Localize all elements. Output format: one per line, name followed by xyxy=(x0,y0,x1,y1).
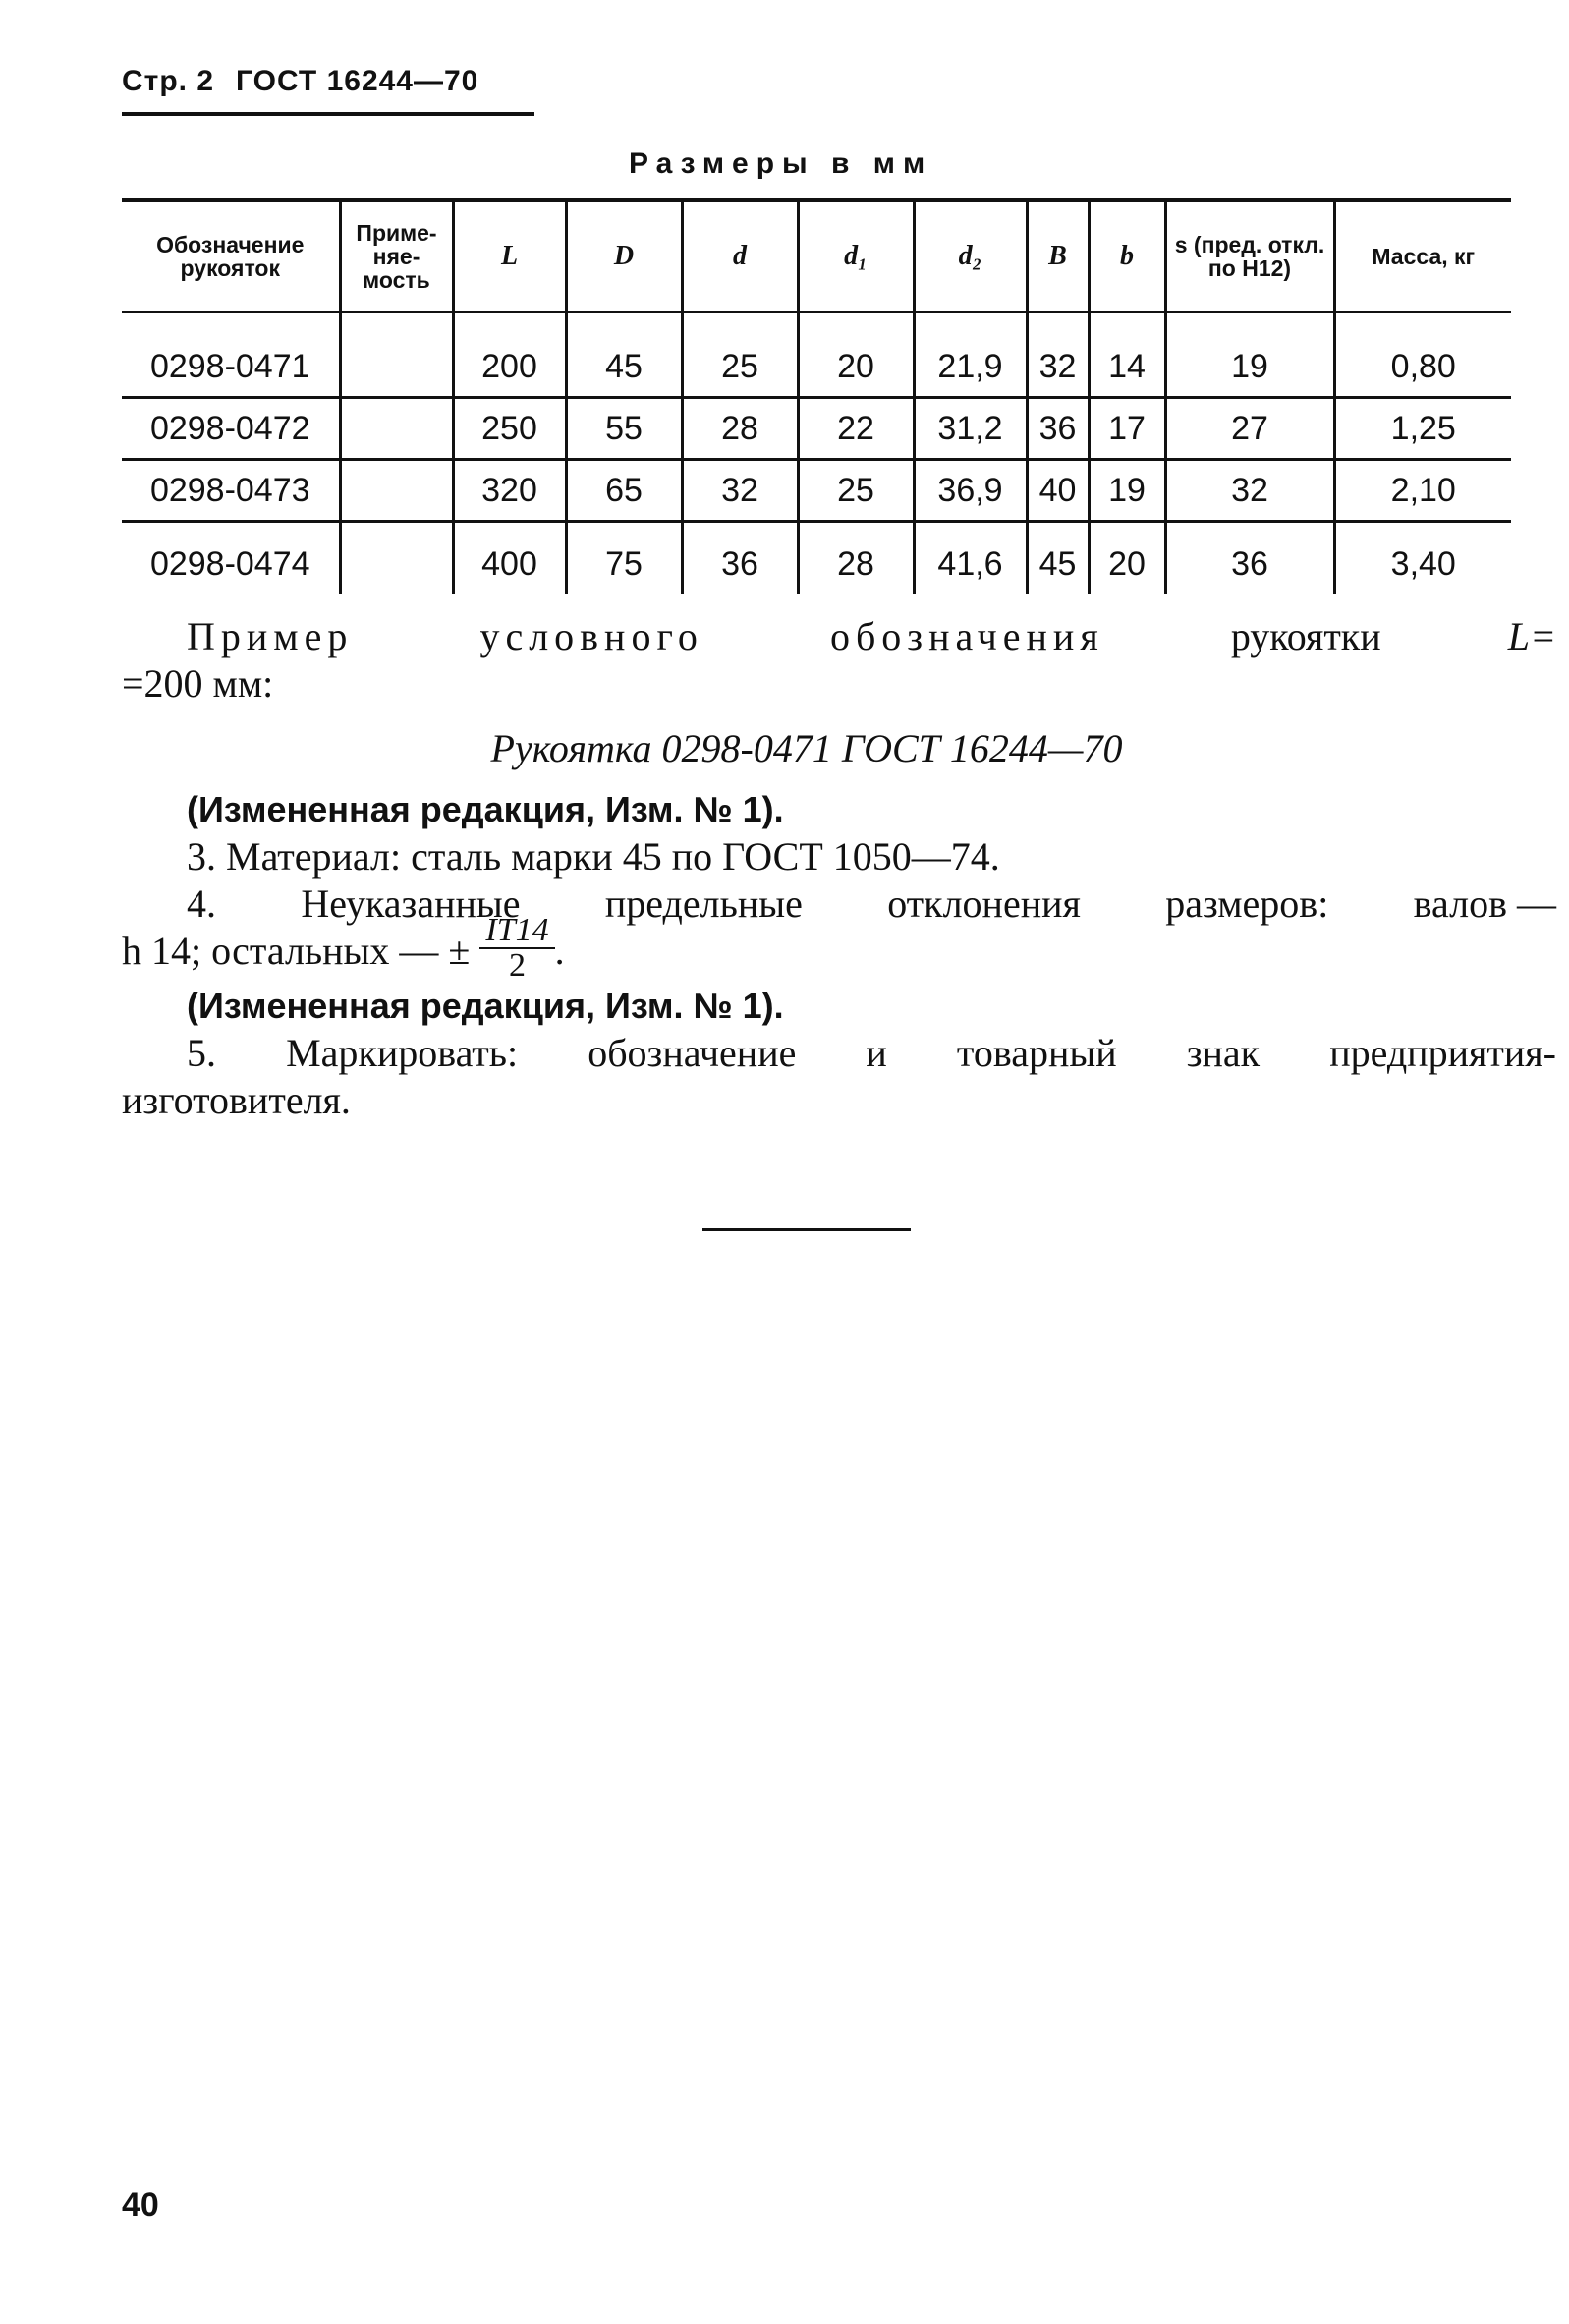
table-cell: 28 xyxy=(682,398,798,460)
table-cell: 75 xyxy=(566,522,682,595)
table-cell: 0,80 xyxy=(1334,312,1511,398)
table-cell: 25 xyxy=(682,312,798,398)
table-cell: 0298-0473 xyxy=(149,471,310,509)
table-cell: 320 xyxy=(453,460,566,522)
table-cell: 25 xyxy=(798,460,914,522)
item-4-word: Неуказанные xyxy=(301,881,521,926)
col-header-designation: Обозначение рукояток xyxy=(156,232,305,281)
table-cell: 55 xyxy=(566,398,682,460)
tolerance-fraction xyxy=(479,914,554,983)
table-cell: 31,2 xyxy=(914,398,1027,460)
item-4-word: размеров: xyxy=(1165,881,1329,926)
table-cell: 20 xyxy=(798,312,914,398)
item-4-continuation xyxy=(122,912,1491,984)
table-cell: 36,9 xyxy=(914,460,1027,522)
table-cell: 41,6 xyxy=(914,522,1027,595)
item-5-word: предприятия- xyxy=(1329,1031,1556,1075)
page-number: 40 xyxy=(122,2186,159,2224)
table-cell: 32 xyxy=(1165,460,1334,522)
item-5-word: обозначение xyxy=(588,1031,797,1075)
fraction-denominator: 2 xyxy=(508,947,526,984)
body-text xyxy=(122,613,1556,1124)
table-cell: 32 xyxy=(682,460,798,522)
item-5-continuation: изготовителя. xyxy=(122,1078,351,1122)
table-cell: 19 xyxy=(1089,460,1165,522)
table-cell: 3,40 xyxy=(1334,522,1511,595)
table-cell: 36 xyxy=(1165,522,1334,595)
item-4-word: валов — xyxy=(1413,881,1556,926)
fraction-numerator: IT14 xyxy=(479,914,554,949)
item-4-prefix: h 14; остальных — ± xyxy=(122,929,471,974)
table-cell: 21,9 xyxy=(914,312,1027,398)
table-cell: 40 xyxy=(1027,460,1089,522)
item-4-word: 4. xyxy=(187,881,216,926)
dimensions-table xyxy=(122,198,1511,594)
table-row xyxy=(122,398,1511,460)
item-4-line xyxy=(122,880,1556,928)
table-cell: 0298-0474 xyxy=(149,544,310,583)
col-header-b: b xyxy=(1089,200,1165,312)
table-row xyxy=(122,312,1511,398)
page-header xyxy=(122,65,500,98)
table-cell: 200 xyxy=(453,312,566,398)
example-word: обозначения xyxy=(829,614,1104,658)
item-5-word: знак xyxy=(1186,1031,1261,1075)
table-cell: 19 xyxy=(1165,312,1334,398)
item-4-suffix: . xyxy=(554,929,565,974)
table-cell: 45 xyxy=(1027,522,1089,595)
table-cell xyxy=(340,312,453,398)
item-5-word: Маркировать: xyxy=(286,1031,519,1075)
amendment-note: (Измененная редакция, Изм. № 1). xyxy=(187,789,784,829)
col-header-mass: Масса, кг xyxy=(1334,200,1511,312)
col-header-d2: d₂ xyxy=(914,200,1027,312)
item-4-word: отклонения xyxy=(887,881,1081,926)
end-rule xyxy=(702,1228,911,1231)
item-3: 3. Материал: сталь марки 45 по ГОСТ 1050—74. xyxy=(187,834,1000,879)
table-cell: 2,10 xyxy=(1334,460,1511,522)
example-continuation: =200 мм: xyxy=(122,661,274,706)
item-5-word: и xyxy=(866,1031,887,1075)
table-cell: 22 xyxy=(798,398,914,460)
col-header-B: B xyxy=(1027,200,1089,312)
col-header-D: D xyxy=(566,200,682,312)
col-header-d1: d₁ xyxy=(798,200,914,312)
table-cell: 0298-0471 xyxy=(149,347,310,385)
table-caption: Размеры в мм xyxy=(629,147,933,180)
table-cell: 65 xyxy=(566,460,682,522)
table-cell: 45 xyxy=(566,312,682,398)
page-label: Стр. 2 xyxy=(122,65,215,97)
table-cell: 27 xyxy=(1165,398,1334,460)
example-word: рукоятки xyxy=(1230,614,1381,658)
item-5-word: 5. xyxy=(187,1031,216,1075)
designation-example: Рукоятка 0298-0471 ГОСТ 16244—70 xyxy=(490,726,1123,770)
table-cell: 400 xyxy=(453,522,566,595)
amendment-note: (Измененная редакция, Изм. № 1). xyxy=(187,986,784,1026)
table-cell: 1,25 xyxy=(1334,398,1511,460)
table-header-row xyxy=(122,200,1511,312)
example-word: Пример xyxy=(187,614,354,658)
standard-code: ГОСТ 16244—70 xyxy=(236,65,479,97)
table-cell xyxy=(340,398,453,460)
item-4-word: предельные xyxy=(604,881,803,926)
table-row xyxy=(122,522,1511,595)
example-line xyxy=(122,613,1556,660)
table-cell xyxy=(340,460,453,522)
item-5-line xyxy=(122,1030,1556,1077)
example-word: L= xyxy=(1507,614,1556,658)
col-header-d: d xyxy=(682,200,798,312)
table-cell: 32 xyxy=(1027,312,1089,398)
table-cell: 250 xyxy=(453,398,566,460)
table-cell: 36 xyxy=(682,522,798,595)
col-header-s: s (пред. откл. по H12) xyxy=(1165,200,1334,312)
table-cell: 0298-0472 xyxy=(149,409,310,447)
col-header-L: L xyxy=(453,200,566,312)
table-row xyxy=(122,460,1511,522)
col-header-applicability: Приме- няе- мость xyxy=(340,200,453,312)
table-cell: 36 xyxy=(1027,398,1089,460)
table-cell: 20 xyxy=(1089,522,1165,595)
table-cell: 28 xyxy=(798,522,914,595)
table-cell: 17 xyxy=(1089,398,1165,460)
table-cell xyxy=(340,522,453,595)
header-rule xyxy=(122,112,534,116)
table-cell: 14 xyxy=(1089,312,1165,398)
example-word: условного xyxy=(479,614,703,658)
item-5-word: товарный xyxy=(956,1031,1117,1075)
